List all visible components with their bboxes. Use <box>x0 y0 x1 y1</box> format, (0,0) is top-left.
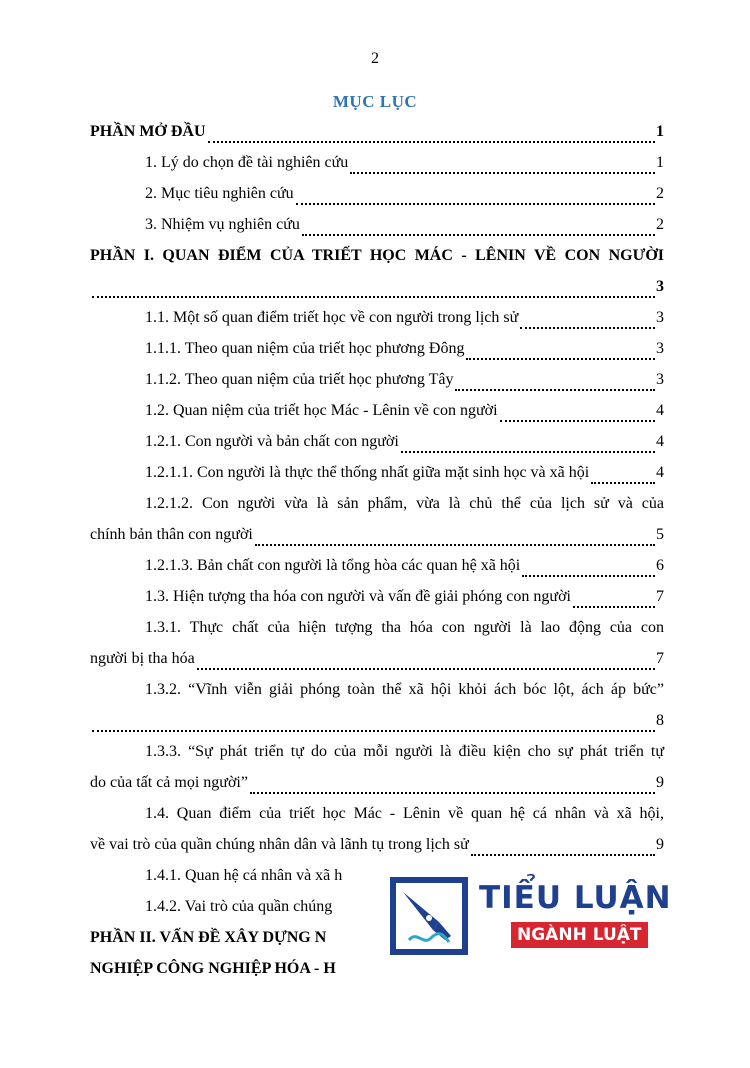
toc-entry-page: 4 <box>656 402 664 419</box>
dot-leader <box>466 357 655 360</box>
toc-entry-label-line2: chính bản thân con người <box>90 526 253 543</box>
page-number: 2 <box>371 50 379 67</box>
toc-entry-label: 1.1. Một số quan điểm triết học về con người trong lịch sử <box>145 309 519 326</box>
dot-leader <box>520 326 655 329</box>
toc-entry[interactable] <box>90 333 664 364</box>
toc-entry-page: 3 <box>656 278 664 295</box>
dot-leader <box>197 667 655 670</box>
toc-entry[interactable]: NGHIỆP CÔNG NGHIỆP HÓA - H <box>90 960 336 977</box>
toc-entry[interactable] <box>90 488 664 550</box>
dot-leader <box>500 419 655 422</box>
toc-entry-label: PHẦN I. QUAN ĐIỂM CỦA TRIẾT HỌC MÁC - LÊNIN VỀ CON NGƯỜI <box>90 247 664 264</box>
toc-entry[interactable] <box>90 147 664 178</box>
toc-entry[interactable] <box>90 581 664 612</box>
toc-entry[interactable] <box>90 426 664 457</box>
dot-leader <box>302 233 655 236</box>
toc-entry-page: 3 <box>656 340 664 357</box>
toc-entry-page: 4 <box>656 464 664 481</box>
toc-entry-page: 8 <box>656 712 664 729</box>
dot-leader <box>455 388 655 391</box>
toc-entry-label-line1: 1.3.3. “Sự phát triển tự do của mỗi người là điều kiện cho sự phát triển tự <box>145 743 664 760</box>
toc-entry-page: 3 <box>656 309 664 326</box>
toc-entry[interactable] <box>90 209 664 240</box>
toc-entry[interactable] <box>90 178 664 209</box>
toc-entry[interactable]: 1.4.2. Vai trò của quần chúng <box>145 898 333 915</box>
toc-title: MỤC LỤC <box>332 92 418 111</box>
toc-entry-label: 1.2.1.3. Bản chất con người là tổng hòa các quan hệ xã hội <box>145 557 521 574</box>
dot-leader <box>573 605 655 608</box>
dot-leader <box>92 729 655 732</box>
toc-entry-label-line1: 1.2.1.2. Con người vừa là sản phẩm, vừa là chủ thể của lịch sử và của <box>145 495 664 512</box>
toc-entry[interactable] <box>90 612 664 674</box>
toc-entry-page: 1 <box>656 154 664 171</box>
toc-entry-page: 6 <box>656 557 664 574</box>
toc-entry-label: 1.2.1. Con người và bản chất con người <box>145 433 399 450</box>
watermark-title: TIỂU LUẬN <box>479 880 672 916</box>
toc-entry-label-line1: 1.3.2. “Vĩnh viễn giải phóng toàn thể xã hội khỏi ách bóc lột, ách áp bức” <box>145 681 664 698</box>
toc-entry-label: 1.2.1.1. Con người là thực thể thống nhất giữa mặt sinh học và xã hội <box>145 464 590 481</box>
toc-entry-page: 1 <box>656 123 664 140</box>
toc-entry-label: 1. Lý do chọn đề tài nghiên cứu <box>145 154 349 171</box>
toc-entry[interactable] <box>90 674 664 736</box>
toc-entry[interactable] <box>90 736 664 798</box>
toc-entry[interactable] <box>90 457 664 488</box>
toc-entry-label-line2: do của tất cả mọi người” <box>90 774 248 791</box>
toc-entry[interactable] <box>90 364 664 395</box>
toc-entry-page: 7 <box>656 650 664 667</box>
dot-leader <box>471 853 655 856</box>
dot-leader <box>92 295 655 298</box>
dot-leader <box>208 140 655 143</box>
toc-entry-label: 1.3. Hiện tượng tha hóa con người và vấn đề giải phóng con người <box>145 588 571 605</box>
watermark-logo <box>383 872 672 960</box>
toc-entry-page: 2 <box>656 216 664 233</box>
dot-leader <box>350 171 655 174</box>
pen-nib-icon <box>389 876 469 956</box>
dot-leader <box>250 791 655 794</box>
toc-entry-label: 1.2. Quan niệm của triết học Mác - Lênin về con người <box>145 402 498 419</box>
toc-entry[interactable] <box>90 550 664 581</box>
table-of-contents <box>90 116 664 984</box>
toc-entry-label: 1.1.2. Theo quan niệm của triết học phương Tây <box>145 371 454 388</box>
toc-entry-page: 7 <box>656 588 664 605</box>
toc-entry-page: 5 <box>656 526 664 543</box>
toc-entry[interactable] <box>90 240 664 302</box>
toc-entry-page: 4 <box>656 433 664 450</box>
toc-entry[interactable] <box>90 395 664 426</box>
dot-leader <box>591 481 655 484</box>
toc-entry[interactable] <box>90 798 664 860</box>
toc-entry-page: 2 <box>656 185 664 202</box>
toc-entry-label: PHẦN MỞ ĐẦU <box>90 123 206 140</box>
dot-leader <box>522 574 655 577</box>
dot-leader <box>401 450 655 453</box>
toc-entry-label-line2: người bị tha hóa <box>90 650 195 667</box>
dot-leader <box>255 543 655 546</box>
toc-entry-label: 1.1.1. Theo quan niệm của triết học phương Đông <box>145 340 465 357</box>
toc-entry-label-line1: 1.3.1. Thực chất của hiện tượng tha hóa con người là lao động của con <box>145 619 664 636</box>
toc-entry-label-line1: 1.4. Quan điểm của triết học Mác - Lênin về quan hệ cá nhân và xã hội, <box>145 805 664 822</box>
watermark-subtitle: NGÀNH LUẬT <box>511 922 648 948</box>
toc-entry[interactable] <box>90 302 664 333</box>
toc-entry[interactable]: PHẦN II. VẤN ĐỀ XÂY DỰNG N <box>90 929 327 946</box>
toc-entry[interactable] <box>90 116 664 147</box>
toc-entry[interactable]: 1.4.1. Quan hệ cá nhân và xã h <box>145 867 343 884</box>
toc-entry-page: 9 <box>656 774 664 791</box>
dot-leader <box>296 202 655 205</box>
toc-entry-label: 3. Nhiệm vụ nghiên cứu <box>145 216 300 233</box>
toc-entry-label-line2: về vai trò của quần chúng nhân dân và lãnh tụ trong lịch sử <box>90 836 469 853</box>
toc-entry-page: 9 <box>656 836 664 853</box>
toc-entry-label: 2. Mục tiêu nghiên cứu <box>145 185 294 202</box>
toc-entry-page: 3 <box>656 371 664 388</box>
